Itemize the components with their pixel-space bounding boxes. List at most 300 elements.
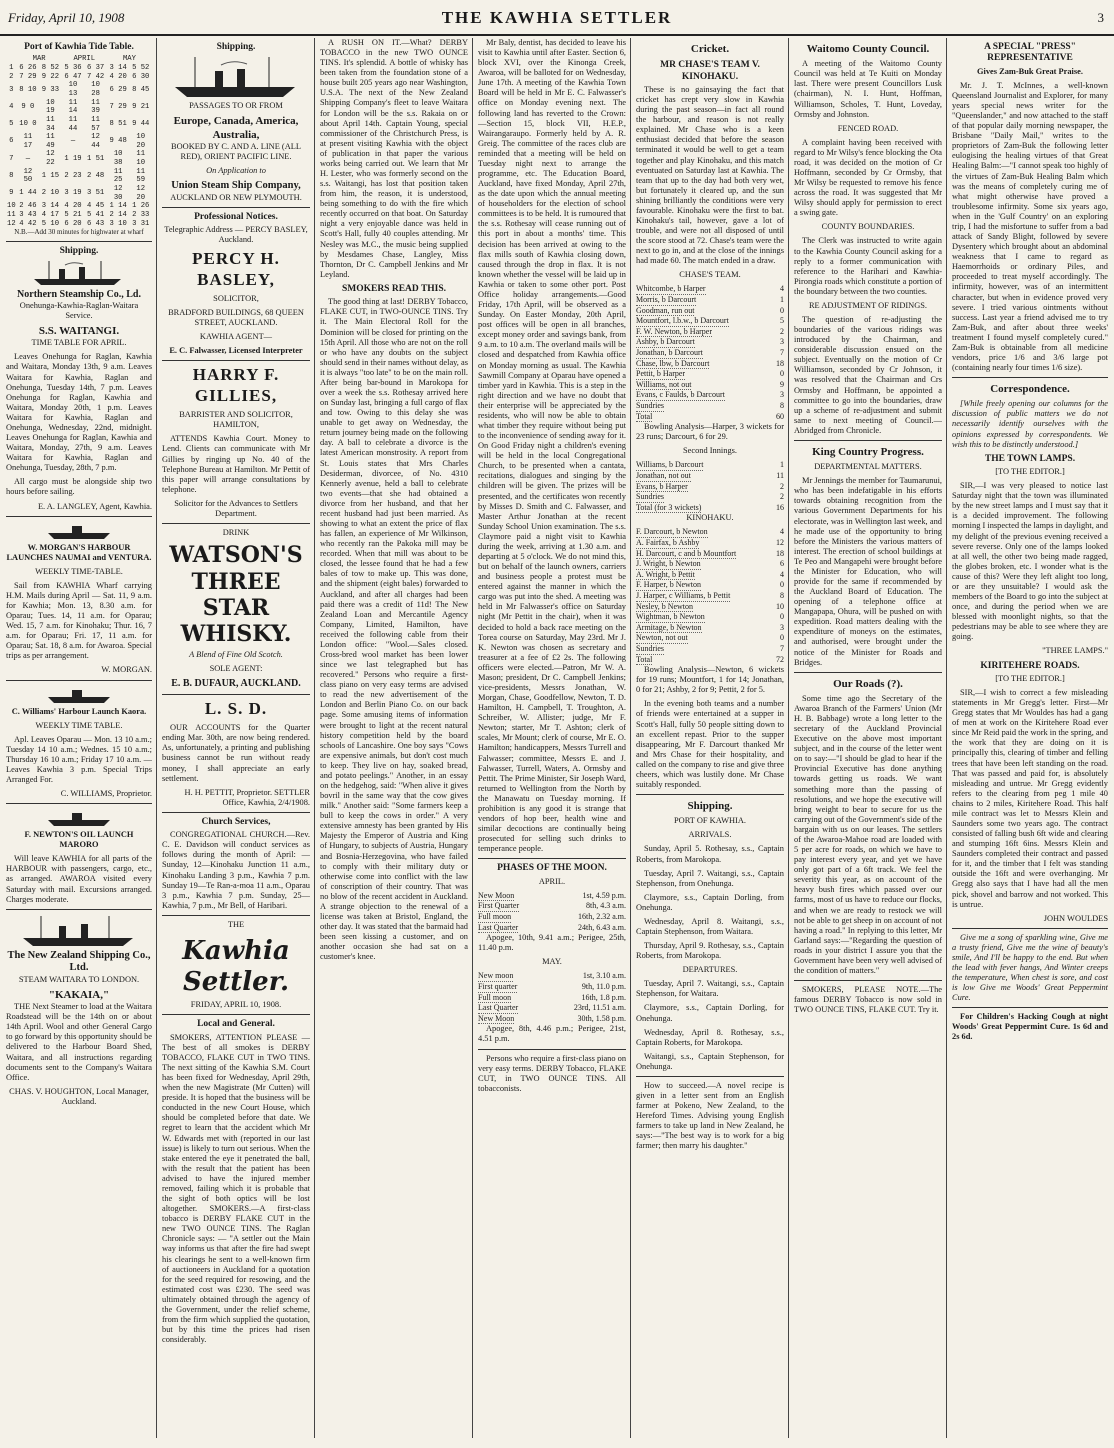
fenced-road-text: A complaint having been received with regard to Mr Wilsy's fence blocking the Ota road, it was decided on the motion of Cr Hoffmann, seconded by Cr Ormsby, that Mr Wilsy be requested to remove his fence across the road. It was suggested that Mr Wilsy should apply for permission to erect a swing gate. xyxy=(794,137,942,218)
tide-row xyxy=(6,99,152,116)
moon-phase-label: Full moon xyxy=(478,911,512,921)
steamship-icon xyxy=(171,55,301,99)
launch-icon xyxy=(44,808,114,828)
tide-cell: 1 xyxy=(9,64,14,73)
masthead-the: THE xyxy=(227,919,245,929)
tide-cell: 12 20 xyxy=(136,185,146,202)
batting-score xyxy=(636,460,784,471)
batting-score xyxy=(636,412,784,423)
batting-score-label: H. Darcourt, c and b Mountfort xyxy=(636,548,737,558)
batting-score xyxy=(636,390,784,401)
tide-row xyxy=(6,168,152,185)
moon-phase-label: New moon xyxy=(478,971,514,981)
kiritehere-text: SIR,—I wish to correct a few misleading statements in Mr Gregg's letter. First—Mr Gregg states that Mr Wouldes has had a gang of men at work on the Kiritehere Road ever since Mr Reid paid the work in the spring, and the work that they are doing on it is principally this, clearing of timber and felling trees that have been left standing on the road. That was passed and paid for, is absolutely misleading and untrue. Mr Gregg evidently refers to the clearing from peg 1 mile 40 chains to 2 miles, Kiritehere Road. This half mile contract was let to Messrs Klein and Saunders some two years ago. The contract consisted of falling bush 6ft wide and clearing and stumping 16ft 6ins. Messrs Klein and Saunders completed their contract and passed for it, and the timber that I felt was standing outside the 16ft and were overhanging. Mr Gregg also says that I have had all the men pick, shovel and barrow and not worked. This is untrue. xyxy=(952,687,1108,909)
moon-phase-label: Full moon xyxy=(478,992,512,1002)
batting-score-label: Wightman, b Newton xyxy=(636,612,705,622)
moon-phase-value: 8th, 4.3 a.m. xyxy=(586,901,626,911)
tide-cell: 11 44 xyxy=(68,115,78,133)
to-editor: [TO THE EDITOR.] xyxy=(995,467,1065,477)
tide-cell: 1 51 xyxy=(86,154,105,163)
batting-score-value: 1 xyxy=(780,295,784,305)
arrival-entry: Tuesday, April 7. Waitangi, s.s., Captain Stephenson, from Onehunga. xyxy=(636,868,784,888)
tide-cell: 7 xyxy=(9,154,14,163)
shipping-heading: Shipping. xyxy=(216,42,256,52)
lawyer-gillies-text: ATTENDS Kawhia Court. Money to Lend. Clients can communicate with Mr Gillies by ringing up No. 40 of the Telephone Bureau at Hamilton. Mr Pettit of this paper will arrange consultations by telephone. xyxy=(162,434,310,494)
tide-cell: 10 19 xyxy=(46,98,55,116)
batting-score-label: Williams, not out xyxy=(636,379,692,389)
council-text: A meeting of the Waitomo County Council was held at Te Kuiti on Monday last. There were present Councillors Lusk (chairman), N. I. Hunt, Hoffman, Williamson, Scholes, T. Hunt, Loveday, Ormsby and Johnston. xyxy=(794,59,942,119)
passages: PASSAGES TO OR FROM xyxy=(189,101,283,111)
professional-notices-heading: Professional Notices. xyxy=(194,211,278,222)
kiritehere-signature: JOHN WOULDES xyxy=(1043,913,1108,923)
batting-score-label: Total xyxy=(636,411,653,421)
tide-cell: 6 29 xyxy=(109,85,127,94)
batting-score xyxy=(636,612,784,623)
tide-cell: 5 52 xyxy=(132,64,150,73)
moon-phases-heading: PHASES OF THE MOON. xyxy=(497,863,607,874)
steamship-icon xyxy=(29,259,129,287)
tide-cell: 12 50 xyxy=(23,167,33,185)
tide-cell: 4 17 xyxy=(41,210,60,219)
lawyer-basley-address: BRADFORD BUILDINGS, 68 QUEEN STREET, AUCKLAND. xyxy=(168,308,304,328)
batting-score xyxy=(636,316,784,327)
tide-cell: 3 43 xyxy=(19,210,37,219)
batting-score-label: Sundries xyxy=(636,643,664,653)
church-text: CONGREGATIONAL CHURCH.—Rev. C. E. Davidson will conduct services as follows during the month of April: — Sunday, 12—Kinohaku Junction 11 a.m., Kinohaku Landing 3 p.m., Kawhia 7 p.m. Sunday 19—Te Ran-a-moa 11 a.m., Oparau 3 p.m., Kawhia 7 p.m. Sunday, 25—Kawhia, 7 p.m., Mr Bell, of Haribari. xyxy=(162,830,310,910)
batting-score-label: A. Fairfax, b Ashby xyxy=(636,538,700,548)
cargo-note: All cargo must be alongside ship two hours before sailing. xyxy=(6,477,152,497)
batting-score xyxy=(636,633,784,644)
departures-heading: DEPARTURES. xyxy=(682,965,738,975)
page-header xyxy=(0,0,1114,36)
tide-row xyxy=(6,81,152,98)
timetable-heading: TIME TABLE FOR APRIL. xyxy=(31,338,127,348)
batting-score-label: Armitage, b Newton xyxy=(636,622,702,632)
tide-cell: 6 xyxy=(9,137,14,146)
batting-score-label: J. Harper, c Williams, b Pettit xyxy=(636,591,731,601)
column-rule xyxy=(156,38,157,1438)
bowling-analysis: Bowling Analysis—Harper, 3 wickets for 23 runs; Darcourt, 6 for 29. xyxy=(636,422,784,442)
tide-cell: 3 51 xyxy=(86,189,105,198)
correspondence-note: [While freely opening our columns for the discussion of public matters we do not necessarily identify ourselves with the opinions expressed by correspondents. We wish this to be distinctly understood.] xyxy=(952,399,1108,449)
moon-phase-value: 23rd, 11.51 a.m. xyxy=(573,1003,626,1013)
moon-april-list xyxy=(478,891,626,933)
tide-cell: 10 0 xyxy=(19,120,37,129)
tide-cell: 11 59 xyxy=(136,167,146,185)
destinations: Europe, Canada, America, Australia, xyxy=(173,115,299,141)
tide-row xyxy=(6,202,152,211)
tobacco-ad: Persons who require a first-class piano on very easy terms. DERBY Tobacco, FLAKE CUT, in TWO OUNCE TINS. All tobacconists. xyxy=(478,1053,626,1093)
batting-score-label: Williams, b Darcourt xyxy=(636,460,704,470)
tide-cell: 1 15 xyxy=(41,172,60,181)
tide-cell: 2 xyxy=(9,72,14,81)
county-boundaries-heading: COUNTY BOUNDARIES. xyxy=(821,222,915,232)
nzsc-name: The New Zealand Shipping Co., Ltd. xyxy=(7,949,151,974)
moon-phase xyxy=(478,912,626,923)
moon-may-list xyxy=(478,971,626,1024)
batting-score xyxy=(636,655,784,666)
tide-month: APRIL xyxy=(73,55,96,64)
batting-score xyxy=(636,295,784,306)
newton-launch: F. NEWTON'S OIL LAUNCH MARORO xyxy=(24,830,134,850)
batting-score xyxy=(636,644,784,655)
lawyer-basley-name: PERCY H. BASLEY, xyxy=(192,249,280,289)
batting-score-value: 2 xyxy=(780,326,784,336)
column-3 xyxy=(320,38,468,1438)
batting-score xyxy=(636,492,784,503)
batting-score-label: Nesley, b Newton xyxy=(636,601,694,611)
batting-score-value: 12 xyxy=(776,538,784,548)
tide-cell: 2 14 xyxy=(109,210,127,219)
moon-phase-label: First quarter xyxy=(478,982,518,991)
to-editor: [TO THE EDITOR.] xyxy=(995,673,1065,683)
port-heading: PORT OF KAWHIA. xyxy=(674,816,746,826)
batting-score-label: Sundries xyxy=(636,400,664,410)
departures-list xyxy=(636,979,784,1072)
tide-cell: 4 42 xyxy=(19,219,37,228)
batting-score-label: Jonathan, not out xyxy=(636,471,691,480)
column-rule xyxy=(946,38,947,1438)
shipping-heading: Shipping. xyxy=(687,800,733,813)
batting-score-value: 8 xyxy=(780,400,784,410)
batting-score-label: J. Wright, b Newton xyxy=(636,559,701,569)
batting-score xyxy=(636,602,784,613)
cricket-text: These is no gainsaying the fact that cricket has crept very slow in Kawhia during the past season—in fact all round the harbour, and reason is not really explained. Mr Chase who is a keen enthusiast decided that before the season terminated it would be well to get a team together and play Kinohaku, and this match eventuated on Saturday last at Kawhia. The team that up to the day had both very wet, but fortunately it cleared up, and the sun shining brilliantly the conditions were very favourable. Kinohaku were the first to bat. Kinohaku's tail, however, gave a lot of trouble, and were not all disposed of until the score stood at 72. Chase's team were the next to go in, and at the close of the innings had made 60. The match ended in a draw. xyxy=(636,84,784,266)
column-rule xyxy=(630,38,631,1438)
batting-score xyxy=(636,284,784,295)
batting-score-value: 7 xyxy=(780,643,784,653)
lsd-heading: L. S. D. xyxy=(204,698,268,718)
shipping-heading: Shipping. xyxy=(59,245,99,256)
batting-score-value: 5 xyxy=(780,316,784,326)
batting-score-value: 0 xyxy=(780,580,784,590)
batting-score-label: Newton, not out xyxy=(636,633,688,643)
departmental-heading: DEPARTMENTAL MATTERS. xyxy=(814,462,922,472)
moon-phase-value: 30th, 1.58 p.m. xyxy=(577,1013,626,1023)
batting-score xyxy=(636,591,784,602)
tide-cell: 9 22 xyxy=(41,72,60,81)
tide-row xyxy=(6,150,152,167)
cricket-subheading: MR CHASE'S TEAM V. KINOHAKU. xyxy=(660,60,760,82)
tide-row xyxy=(6,116,152,133)
tide-note: N.B.—Add 30 minutes for highwater at wharf xyxy=(14,228,144,237)
kinohaku-scorecard xyxy=(636,527,784,665)
batting-score-label: F. Darcourt, b Newton xyxy=(636,527,708,537)
newspaper-title: THE KAWHIA SETTLER xyxy=(441,8,673,27)
launch-icon xyxy=(44,521,114,541)
lawyer-basley-title: SOLICITOR, xyxy=(213,294,259,304)
tide-cell: 11 34 xyxy=(46,115,55,133)
column-rule xyxy=(472,38,473,1438)
peppermint-poem: Give me a song of sparkling wine, Give me a trusty friend, Give me the wine of beauty's smile, And I'll be happy to the end. But when the lead with fever hangs, And Winter creeps the temperature, When chest is sore, and cost is low Give me Woods' Great Peppermint Cure. xyxy=(952,932,1108,1003)
batting-score-value: 72 xyxy=(776,654,784,664)
steamship-icon xyxy=(19,914,139,948)
departure-entry: Tuesday, April 7. Waitangi, s.s., Captain Stephenson, for Waitara. xyxy=(636,979,784,999)
sole-agent-label: SOLE AGENT: xyxy=(209,663,263,673)
batting-score-value: 11 xyxy=(776,471,784,480)
chase-team-heading: CHASE'S TEAM. xyxy=(679,270,741,280)
tide-cell: 10 13 xyxy=(68,81,78,98)
column-4 xyxy=(478,38,626,1438)
arrival-entry: Thursday, April 9. Rothesay, s.s., Captain Roberts, from Marokopa. xyxy=(636,941,784,961)
batting-score-value: 6 xyxy=(780,559,784,569)
tide-cell: 11 49 xyxy=(46,133,55,150)
progress-heading: King Country Progress. xyxy=(812,445,924,458)
smokers-ad: SMOKERS, PLEASE NOTE.—The famous DERBY Tobacco is now sold in TWO OUNCE TINS, FLAKE CUT. Try it. xyxy=(794,985,942,1015)
nzsc-text: THE Next Steamer to load at the Waitara Roadstead will be the 14th on or about 14th April. Wool and other General Cargo to go forward by this opportunity should be delivered to the Harbour Board Shed, Waitara, and all instructions regarding documents sent to the Company's Waitara Office. xyxy=(6,1002,152,1082)
town-lamps-signature: "THREE LAMPS." xyxy=(1042,646,1108,656)
batting-score xyxy=(636,503,784,514)
drink-label: DRINK xyxy=(222,528,250,538)
interpreter: E. C. Falwasser, Licensed Interpreter xyxy=(169,346,303,356)
batting-score-label: Goodman, run out xyxy=(636,305,695,315)
smokers-heading: SMOKERS READ THIS. xyxy=(341,283,447,294)
column-7 xyxy=(952,38,1108,1438)
agent-signature: W. MORGAN. xyxy=(101,665,152,675)
council-heading: Waitomo County Council. xyxy=(806,43,930,55)
moon-phase xyxy=(478,993,626,1004)
departure-entry: Claymore, s.s., Captain Dorling, for Onehunga. xyxy=(636,1003,784,1023)
lawyer-gillies-note: Solicitor for the Advances to Settlers Department. xyxy=(174,498,298,518)
tide-cell: 10 xyxy=(7,202,16,211)
batting-score-label: Chase, lbw, b Darcourt xyxy=(636,358,710,368)
tide-cell: 1 14 xyxy=(109,202,127,211)
batting-score-value: 0 xyxy=(780,305,784,315)
batting-score xyxy=(636,623,784,634)
tide-cell: 3 31 xyxy=(132,219,150,228)
moon-phase xyxy=(478,1003,626,1014)
column-rule xyxy=(314,38,315,1438)
departmental-text: Mr Jennings the member for Taumarunui, who has been indefatigable in his efforts towards obtaining recognition from the various Government Departments for his electorate, was in Wellington last week, and he made use of the opportunity to bring before the Ministers the various matters of interest. The erection of school buildings at Te Peo and Mangapehi were brought before the Minister for Education, who will provide for the same if recommended by the Auckland Board of Education. The opening of a telephone office at Mangapapa, Ohura, will be pushed on with expedition. Road matters dealing with the expenditure of moneys on the estimates, and authorised, were brought under the notice of the Minister for Roads and Bridges. xyxy=(794,476,942,667)
moon-phase xyxy=(478,1014,626,1025)
batting-score-value: 16 xyxy=(776,502,784,512)
bowling-analysis: Bowling Analysis—Newton, 6 wickets for 19 runs; Mountfort, 1 for 14; Jonathan, 0 for 21; Ashby, 2 for 9; Pettit, 2 for 5. xyxy=(636,665,784,695)
moon-phase-value: 1st, 3.10 a.m. xyxy=(582,971,626,981)
batting-score-label: A. Wright, b Pettit xyxy=(636,569,695,579)
batting-score xyxy=(636,380,784,391)
agent-signature: CHAS. V. HOUGHTON, Local Manager, Auckland. xyxy=(9,1086,149,1106)
masthead-date: FRIDAY, APRIL 10, 1908. xyxy=(190,1000,282,1010)
tide-cell: 4 20 xyxy=(109,72,127,81)
moon-phase-value: 24th, 6.43 a.m. xyxy=(578,922,626,932)
batting-score xyxy=(636,559,784,570)
batting-score-value: 4 xyxy=(780,527,784,537)
tide-cell: 5 10 xyxy=(41,219,60,228)
williams-launch: C. Williams' Harbour Launch Kaora. xyxy=(11,706,147,716)
batting-score-value: 4 xyxy=(780,569,784,579)
tide-cell: 3 14 xyxy=(41,202,60,211)
tide-cell: 11 57 xyxy=(91,115,100,133)
batting-score-label: Evans, c Faulds, b Darcourt xyxy=(636,390,725,400)
batting-score-value: 2 xyxy=(780,492,784,502)
tide-row xyxy=(6,185,152,202)
moon-april-label: APRIL. xyxy=(538,876,566,886)
tide-cell: 2 46 xyxy=(19,202,37,211)
tide-cell: 2 33 xyxy=(132,210,150,219)
moon-phase-label: New Moon xyxy=(478,1013,515,1023)
tide-cell: 6 43 xyxy=(86,219,105,228)
chase-scorecard xyxy=(636,284,784,422)
tide-month: MAR xyxy=(32,55,46,64)
batting-score xyxy=(636,549,784,560)
batting-score xyxy=(636,580,784,591)
batting-score-value: 18 xyxy=(776,548,784,558)
column-5 xyxy=(636,38,784,1438)
tide-cell: 8 52 xyxy=(41,64,60,73)
news-items: The good thing at last! DERBY Tobacco, FLAKE CUT, in TWO-OUNCE TINS. Try it. The Main Electoral Roll for the Dominion will be closed for printing on the 15th April. All those who are not on the roll or who have any doubts on the subject should send in their names without delay, as it is always "too late" to be on the main roll. After being bar-bound in Marokopa for over a week the s.s. Rothesay arrived here on Sunday last, bringing a full cargo of flax and tow. Owing to this delay she was unable to get away on Wednesday, the return journey being made on the following day. A ball to celebrate a divorce is the latest American monstrosity. A report from St. Louis states that Mrs Charles Desiderman, divorcee, of No. 4310 Kennerly avenue, held a ball to celebrate two events—that she had obtained a divorce from her husband, and that her recent husband had just been married. As showing to what an extent the price of flax has fallen, an experience of Mr Wilkinson, who recently ran the Pakoka mill may be recorded. When that mill was about to be closed, the lessee found that he had a few bales of tow to make up. This was done, and the shipment (eight bales) forwarded to Auckland, and after all charges had been paid there was a credit of 11d! The New Zealand Loan and Mercantile Agency Company, Limited, Hamilton, have received the following cable from their London office: "Wool.—Sales closed. Cross-bred wool market has been lower since we last telegraphed but has recovered." Persons who require a first-class piano on very easy terms are advised to read the new advertisement of the London and Berlin Piano Co. on our back page. Some amusing items of information were brought to light at the recent natural history competition held by the board schools of Lancashire. One boy says "Cows are expensive animals, but don't cost much to keep. They live on hay, soaked bread, and potato peelings." Another, in an essay on the hedgehog, said: "When alive it gives bovril in the same way that the cow gives milk." Another said: "Some farmers keep a bull to keep the cows in order." A very extensive amnesty has been granted by His Majesty the Emperor of Austria and King of Hungary, to subjects of Austria, Hungary and Bosnia-Herzegovina, who have failed to comply with their military duty or otherwise come into conflict with the law of conscription of their country. That was no blow of the recent accident in Auckland. A strange objection to the renewal of a license was taken at Bristol, England, the other day. It was stated that the barmaid had been seen kissing a customer, and on another occasion she had sat on a customer's knee. xyxy=(320,297,468,962)
tide-cell: — xyxy=(25,154,31,163)
batting-score-value: 7 xyxy=(780,348,784,358)
launch-icon xyxy=(44,685,114,705)
booked-lines: BOOKED BY C. AND A. LINE (ALL RED), ORIENT PACIFIC LINE. xyxy=(171,141,301,161)
batting-score-value: 18 xyxy=(776,358,784,368)
moon-phase-label: Last Quarter xyxy=(478,922,519,932)
batting-score-value: 2 xyxy=(780,481,784,491)
tide-cell: 9 48 xyxy=(109,137,127,146)
tide-cell: 11 39 xyxy=(91,98,100,116)
batting-score-label: Whitcombe, b Harper xyxy=(636,284,706,294)
tide-cell: 4 xyxy=(9,102,14,111)
batting-score-label: Jonathan, b Darcourt xyxy=(636,348,703,358)
ship-waitangi: S.S. WAITANGI. xyxy=(38,325,120,338)
batting-score-label: Mountfort, l.b.w., b Darcourt xyxy=(636,316,729,326)
lawyer-gillies-title: BARRISTER AND SOLICITOR, HAMILTON, xyxy=(179,410,293,430)
kawhia-agent: KAWHIA AGENT— xyxy=(199,332,273,342)
batting-score-value: 0 xyxy=(780,612,784,622)
ship-kakaia: "KAKAIA," xyxy=(48,988,110,1001)
batting-score-value: 9 xyxy=(780,379,784,389)
tide-cell: 6 30 xyxy=(132,72,150,81)
local-general-heading: Local and General. xyxy=(197,1019,275,1030)
arrival-entry: Wednesday, April 8. Waitangi, s.s., Captain Stephenson, from Waitara. xyxy=(636,916,784,936)
timetable-text: Leaves Onehunga for Raglan, Kawhia and Waitara, Monday 13th, 9 a.m. Leaves Waitara for Kawhia, Raglan and Onehunga, Tuesday 14th, 7 p.m. Leaves Onehunga for Raglan, Kawhia and Waitara, Monday 20th, 1 p.m. Leaves Waitara for Kawhia, Raglan and Onehunga, Wednesday, 22nd, midnight. Leaves Onehunga for Raglan, Kawhia and Waitara, Monday, 27th, 9 a.m. Leaves Waitara for Kawhia, Raglan and Onehunga, Tuesday, 28th, 7 p.m. xyxy=(6,352,152,473)
agent-signature: E. A. LANGLEY, Agent, Kawhia. xyxy=(37,501,152,511)
local-general-text: SMOKERS, ATTENTION PLEASE — The best of all smokes is DERBY TOBACCO, FLAKE CUT in TWO TINS. The next sitting of the Kawhia S.M. Court has been fixed for Wednesday, April 29th, when the new Magistrate (Mr Cutten) will preside. It is hoped that the business will be conducted in the new Court House, which should be completed before that date. We regret to learn that the accident which Mr W. Edwards met with (reported in our last issue) is likely to turn out serious. When the stake entered the eye it penetrated the ball, with the result that the patient has been advised to have the injured member removed, failing which it is probable that the sight of both optics will be lost altogether. SMOKERS.—A first-class tobacco is DERBY FLAKE CUT in the new TWO OUNCE TINS. The Raglan Chronicle says: — "A settler out the Main way informs us that after the fire had swept his clearings he sent to a well-known firm of auctioneers in Auckland for a quotation for the seed required for resowing, and the estimated cost was £230. The seed was ultimately obtained through the agency of the Government, under the relief scheme, from the firm which supplied the quotation, but by this time the prices had risen considerably. xyxy=(162,1032,310,1345)
page-number: 3 xyxy=(1097,10,1104,25)
moon-phase-value: 16th, 2.32 a.m. xyxy=(578,911,626,921)
apply-text: On Application to xyxy=(206,166,266,175)
church-services-heading: Church Services, xyxy=(201,816,271,827)
zambuk-heading: A SPECIAL "PRESS" REPRESENTATIVE xyxy=(984,42,1076,64)
tide-cell: 1 44 xyxy=(19,189,37,198)
batting-score-label: Ashby, b Darcourt xyxy=(636,337,695,347)
tide-cell: 7 29 xyxy=(109,102,127,111)
agent-signature: C. WILLIAMS, Proprietor. xyxy=(60,789,152,799)
departure-entry: Waitangi, s.s., Captain Stephenson, for Onehunga. xyxy=(636,1051,784,1071)
moon-phase-label: First Quarter xyxy=(478,901,520,911)
tide-table xyxy=(6,55,152,228)
masthead: Kawhia Settler. xyxy=(182,935,290,998)
tide-row xyxy=(6,220,152,229)
tide-cell: 5 21 xyxy=(64,210,82,219)
evening-text: In the evening both teams and a number of friends were entertained at a supper in Scott's Hall, fully 50 people sitting down to an excellent repast. Prior to the supper disappearing, Mr F. Darcourt thanked Mr and Mrs Chase for their hospitality, and called on the company to rise and give three cheers, which was lustily done. Mr Chase suitably responded. xyxy=(636,699,784,790)
batting-score-label: Evans, b Harper xyxy=(636,481,688,491)
column-2 xyxy=(162,38,310,1438)
northern-route: Onehunga-Kawhia-Raglan-Waitara Service. xyxy=(19,300,139,321)
watsons-whisky: WATSON'S THREE STAR WHISKY. xyxy=(169,542,303,648)
batting-score xyxy=(636,337,784,348)
batting-score xyxy=(636,538,784,549)
batting-score-value: 0 xyxy=(780,633,784,643)
batting-score xyxy=(636,471,784,482)
batting-score-value: 60 xyxy=(776,411,784,421)
batting-score xyxy=(636,369,784,380)
batting-score-value: 8 xyxy=(780,591,784,601)
batting-score xyxy=(636,327,784,338)
arrivals-list xyxy=(636,844,784,961)
batting-score xyxy=(636,482,784,493)
batting-score-value: 0 xyxy=(780,369,784,379)
batting-score-value: 10 xyxy=(776,601,784,611)
lawyer-gillies-name: HARRY F. GILLIES, xyxy=(192,365,280,405)
moon-phase-label: New Moon xyxy=(478,890,515,900)
tide-cell: 3 10 xyxy=(109,219,127,228)
readjustment-text: The question of re-adjusting the boundaries of the various ridings was introduced by the Chairman, and considerable discussion ensued on the subject. Eventually on the motion of Cr Williamson, seconded by Cr Johnson, it was resolved that the Chairman and Crs Ormsby and Hoffmann, be appointed a committee to go into the boundaries, draw up a scheme of re-adjustment and submit same to next meeting of Council.—Abridged from Chronicle. xyxy=(794,314,942,435)
arrivals-heading: ARRIVALS. xyxy=(688,830,732,840)
tide-cell: 12 22 xyxy=(46,150,55,168)
tide-cell: 3 xyxy=(9,85,14,94)
correspondence-heading: Correspondence. xyxy=(990,383,1070,396)
batting-score-value: 1 xyxy=(780,460,784,470)
tide-cell: 8 45 xyxy=(132,85,150,94)
tide-cell: 5 41 xyxy=(86,210,105,219)
nzsc-sub: STEAM WAITARA TO LONDON. xyxy=(18,974,140,984)
moon-phase-value: 1st, 4.59 p.m. xyxy=(582,890,626,900)
departure-entry: Wednesday, April 8. Rothesay, s.s., Captain Roberts, for Marokopa. xyxy=(636,1027,784,1047)
moon-phase-value: 16th, 1.8 p.m. xyxy=(581,992,626,1002)
tide-cell: 4 45 xyxy=(86,202,105,211)
batting-score-value: 3 xyxy=(780,337,784,347)
tide-cell: 11 14 xyxy=(68,98,78,116)
telegraphic-address: Telegraphic Address — PERCY BASLEY, Auckland. xyxy=(164,225,308,245)
tide-cell: 2 23 xyxy=(64,172,82,181)
batting-score-value: 3 xyxy=(780,390,784,400)
county-boundaries-text: The Clerk was instructed to write again to the Kawhia County Council asking for a reply to a former communication with reference to the Harihari and Kawhia-Pirongia roads which constitute a portion of the boundary between the two counties. xyxy=(794,236,942,296)
town-lamps-heading: THE TOWN LAMPS. xyxy=(984,453,1076,464)
morgan-launches: W. MORGAN'S HARBOUR LAUNCHES NAUMAI and VENTURA. xyxy=(6,542,152,562)
zambuk-text: Mr. J. T. McInnes, a well-known Queensland Journalist and Explorer, for many years special news writer for the "Queenslander," and now attached to the staff of that popular daily morning newspaper, the Brisbane "Daily Mail," writes to the proprietors of Zam-Buk the following letter eulogising the healing virtues of that Great Healing Balm:—"I cannot speak too highly of the virtues of Zam-Buk Healing Balm which was the means of completely curing me of what might otherwise have proved a troublesome infirmity. Some six years ago, when in the 'Gulf Country' on an exploring trip, I had the misfortune to suffer from a bad attack of Sandy Blight, followed by severe Dysentery which brought about an abdominal weakness that I came to regard as Haemorrhoids or ordinary Piles, and proceeded to treat myself accordingly. The infirmity, however, was of an intermittent character, but when in evidence proved very severe. I tried various ointments without success. Last year a friend advised me to try Zam-Buk, and after about three weeks' treatment I found myself completely cured." Zam-Buk is obtainable from all medicine vendors, price 1/6 and 3/6 large pot (containing nearly four times 1/6 size). xyxy=(952,80,1108,373)
tide-cell: 11 17 xyxy=(23,133,33,150)
tide-cell: 11 xyxy=(7,210,16,219)
column-rule xyxy=(788,38,789,1438)
tide-cell: 11 10 xyxy=(136,150,146,168)
tide-cell: 2 10 xyxy=(41,189,60,198)
batting-score-label: Pettit, b Harper xyxy=(636,369,686,379)
batting-score-value: 4 xyxy=(780,284,784,294)
moon-phase xyxy=(478,891,626,902)
weekly-timetable: WEEKLY TIME-TABLE. xyxy=(35,566,123,576)
tide-cell: 7 29 xyxy=(19,72,37,81)
tide-month: MAY xyxy=(122,55,136,64)
tide-cell: 6 47 xyxy=(64,72,82,81)
tide-cell: 1 19 xyxy=(64,154,82,163)
batting-score-value: 3 xyxy=(780,622,784,632)
lsd-text: OUR ACCOUNTS for the Quarter ending Mar. 30th, are now being rendered. As, unfortunately, a printing and publishing business cannot be run without ready money, I shall appreciate an early settlement. xyxy=(162,723,310,783)
arrival-entry: Sunday, April 5. Rothesay, s.s., Captain Roberts, from Marokopa. xyxy=(636,844,784,864)
tide-cell: 7 42 xyxy=(86,72,105,81)
newton-launch-text: Will leave KAWHIA for all parts of the HARBOUR with passengers, cargo, etc., as arranged. AWAROA visited every Saturday with mail. Excursions arranged. Charges moderate. xyxy=(6,854,152,904)
tide-cell: 9 xyxy=(9,189,14,198)
arrival-entry: Claymore, s.s., Captain Dorling, from Onehunga. xyxy=(636,892,784,912)
tide-row xyxy=(6,133,152,150)
dufaur: E. B. DUFAUR, AUCKLAND. xyxy=(171,677,301,689)
tide-cell: 9 0 xyxy=(21,102,35,111)
tide-row xyxy=(6,211,152,220)
northern-steamship-name: Northern Steamship Co., Ld. xyxy=(17,288,141,300)
tide-cell: 4 20 xyxy=(64,202,82,211)
issue-date: Friday, April 10, 1908 xyxy=(8,10,125,25)
town-lamps-text: SIR,—I was very pleased to notice last Saturday night that the town was illuminated by the new street lamps and I must say that it is a decided improvement. The following morning I inspected the lamps in daylight, and my delight of the previous evening received a severe reverse. Only one of the lamps looked at all well, the other two being made ragged, the globes broken, etc. I wonder what is the cause of this? Were they left alight too long, or are they unsuitable? I would ask the members of the Board to go into the subject at once, and during the period when we are blessed with moonlight nights, so that the pedestrians may be able to see where they are going. xyxy=(952,481,1108,642)
